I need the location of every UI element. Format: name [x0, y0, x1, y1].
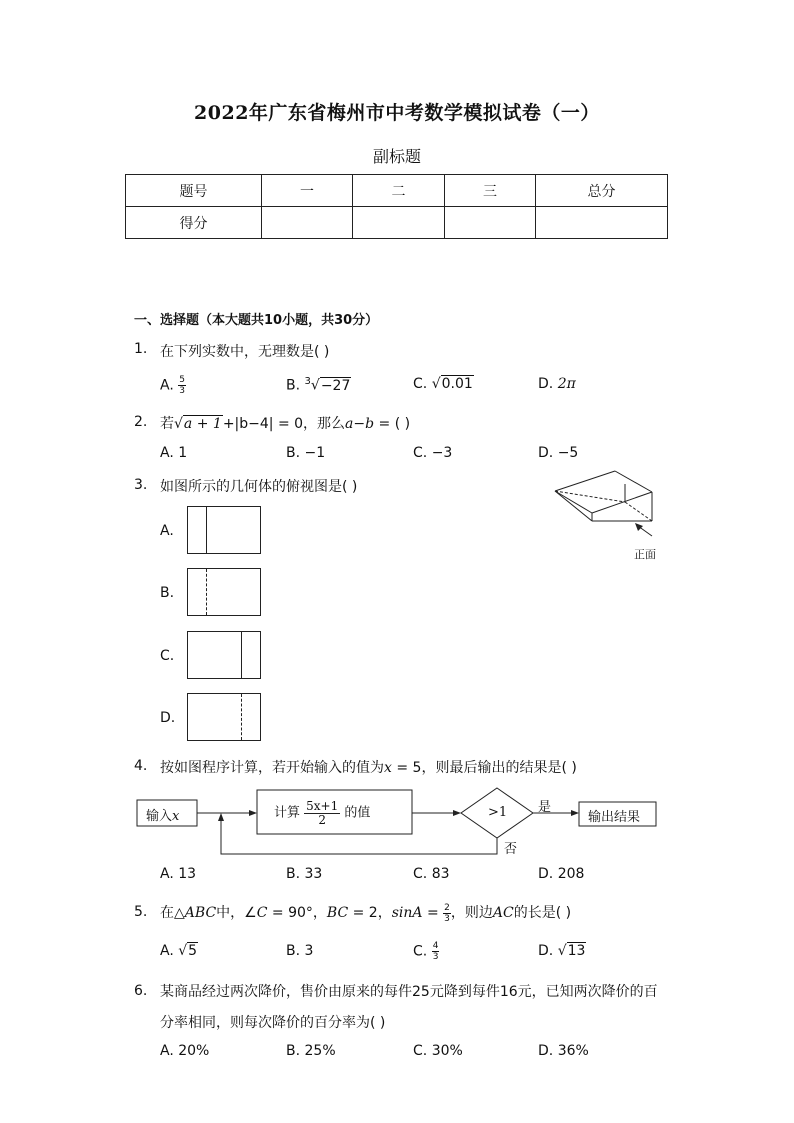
option-d[interactable] [538, 866, 584, 882]
radicand: 0.01 [441, 376, 473, 392]
fraction [443, 903, 451, 924]
option-d-label[interactable]: D. [160, 710, 176, 726]
option-label: D. [538, 1043, 554, 1059]
flow-no-label: 否 [504, 842, 518, 857]
option-value: 2π [557, 376, 576, 392]
text-fragment: 的长是( ) [513, 905, 572, 921]
question-number: 2. [134, 414, 148, 430]
question-text [160, 757, 577, 777]
numerator: 2 [444, 902, 450, 913]
option-c[interactable] [413, 866, 450, 882]
option-b[interactable] [286, 943, 313, 959]
question-text [160, 902, 571, 924]
option-label: D. [538, 866, 554, 882]
text-fragment: +|b−4| = 0，那么 [222, 416, 346, 432]
option-label: B. [286, 1043, 301, 1059]
section-heading: 一、选择题（本大题共10小题，共30分） [134, 313, 379, 328]
arrow-head-icon [635, 523, 643, 531]
front-view-label: 正面 [634, 548, 656, 561]
question-number: 1. [134, 341, 148, 357]
fraction [432, 941, 440, 962]
option-b[interactable] [286, 1043, 336, 1059]
question-number: 4. [134, 758, 148, 774]
dashed-line [206, 569, 207, 615]
table-header-cell: 一 [262, 175, 353, 207]
option-c[interactable] [413, 1043, 463, 1059]
text-fragment: = 90°， [267, 905, 327, 921]
solid-line [241, 632, 242, 678]
table-header-cell: 二 [353, 175, 445, 207]
score-cell[interactable] [262, 207, 353, 239]
question-text: 如图所示的几何体的俯视图是( ) [160, 479, 358, 495]
option-value: 20% [178, 1043, 210, 1059]
radical-sign: √ [557, 943, 567, 959]
radicand: a + 1 [183, 416, 222, 432]
question-text: 在下列实数中，无理数是( ) [160, 344, 330, 360]
flow-yes-label: 是 [538, 800, 552, 815]
math-variable: x [172, 809, 180, 824]
text-fragment: = ( ) [374, 416, 411, 432]
option-c-label[interactable]: C. [160, 648, 175, 664]
math-variable: C [256, 905, 268, 921]
numerator: 4 [432, 941, 439, 951]
option-value: 36% [557, 1043, 589, 1059]
option-a-label[interactable]: A. [160, 523, 174, 539]
prism-edge [592, 492, 652, 513]
arrow-head-icon [571, 810, 579, 816]
option-a[interactable] [160, 943, 198, 959]
table-header-cell: 三 [445, 175, 536, 207]
option-b[interactable] [286, 376, 351, 394]
option-label: B. [286, 377, 301, 394]
option-label: B. [286, 943, 301, 959]
question-number: 5. [134, 904, 148, 920]
option-d[interactable] [538, 943, 586, 959]
question-number: 3. [134, 477, 148, 493]
table-row [126, 175, 668, 207]
radical-sign: √ [178, 943, 188, 959]
text-fragment: 输入 [146, 809, 173, 824]
table-row-label: 得分 [126, 207, 262, 239]
dashed-line [241, 694, 242, 740]
denominator: 3 [444, 913, 450, 924]
option-value: 25% [304, 1043, 336, 1059]
radical-sign: √ [431, 376, 441, 392]
math-variable: x [384, 760, 392, 776]
option-c-figure[interactable] [187, 631, 261, 679]
hidden-edge [555, 491, 625, 502]
option-label: B. [286, 445, 301, 461]
option-label: D. [538, 943, 554, 959]
table-header-cell: 总分 [536, 175, 668, 207]
text-fragment: 的值 [344, 805, 371, 821]
option-d[interactable] [538, 445, 578, 461]
score-table [125, 174, 668, 239]
option-label: A. [160, 445, 174, 461]
option-b-label[interactable]: B. [160, 585, 175, 601]
option-label: A. [160, 1043, 174, 1059]
option-label: A. [160, 943, 174, 959]
option-label: C. [413, 866, 428, 882]
text-fragment: ，则边 [450, 905, 493, 921]
option-a[interactable] [160, 866, 196, 882]
prism-edge [555, 491, 592, 513]
option-a[interactable] [160, 445, 187, 461]
flow-input-label [146, 805, 179, 824]
radicand: 13 [567, 943, 586, 959]
option-label: C. [413, 943, 428, 960]
flow-condition: >1 [488, 805, 508, 820]
radical-sign: √ [310, 377, 320, 394]
option-value: −5 [557, 445, 579, 461]
exam-subtitle: 副标题 [372, 147, 421, 166]
option-a[interactable] [160, 375, 186, 396]
option-b[interactable] [286, 445, 325, 461]
denominator: 3 [179, 386, 185, 396]
option-value: −3 [431, 445, 453, 461]
solid-line [206, 507, 207, 553]
option-value: 3 [304, 943, 314, 959]
option-c[interactable] [413, 376, 474, 392]
option-a[interactable] [160, 1043, 209, 1059]
prism-edge [615, 471, 652, 492]
option-c[interactable] [413, 941, 439, 962]
flowchart [135, 786, 665, 858]
prism-edge [555, 471, 615, 491]
option-a-figure[interactable] [187, 506, 261, 554]
option-value: 83 [431, 866, 450, 882]
option-label: C. [413, 445, 428, 461]
option-b-figure[interactable] [187, 568, 261, 616]
option-label: A. [160, 377, 174, 394]
option-value: 208 [557, 866, 585, 882]
score-cell[interactable] [353, 207, 445, 239]
math-expression: BC [326, 905, 349, 921]
flow-output-label: 输出结果 [588, 810, 641, 825]
option-label: C. [413, 376, 428, 392]
math-expression: a−b [345, 416, 375, 432]
question-text-line: 某商品经过两次降价，售价由原来的每件25元降到每件16元，已知两次降价的百 [160, 984, 658, 1000]
numerator: 5x+1 [306, 799, 339, 813]
radicand: 5 [188, 943, 198, 959]
text-fragment: 若 [160, 416, 174, 432]
option-value: 13 [178, 866, 197, 882]
table-row [126, 207, 668, 239]
fraction [304, 800, 340, 827]
text-fragment: 中，∠ [216, 905, 257, 921]
option-value: 1 [178, 445, 188, 461]
option-d[interactable] [538, 1043, 589, 1059]
question-text [160, 413, 410, 433]
math-expression: ABC [184, 905, 217, 921]
denominator: 2 [318, 813, 327, 827]
question-text-line: 分率相同，则每次降价的百分率为( ) [160, 1015, 386, 1031]
score-cell[interactable] [536, 207, 668, 239]
text-fragment: 在△ [160, 905, 185, 921]
text-fragment: = 2， [348, 905, 392, 921]
numerator: 5 [179, 375, 185, 385]
arrow-head-icon [453, 810, 461, 816]
hidden-edge [625, 502, 652, 521]
option-c[interactable] [413, 445, 452, 461]
option-value: −1 [304, 445, 326, 461]
score-cell[interactable] [445, 207, 536, 239]
arrow-head-icon [249, 810, 257, 816]
math-expression: AC [492, 905, 514, 921]
flow-calc-label [274, 800, 370, 827]
option-label: C. [413, 1043, 428, 1059]
option-label: D. [538, 445, 554, 461]
option-b[interactable] [286, 866, 322, 882]
question-number: 6. [134, 983, 148, 999]
text-fragment: = [422, 905, 444, 921]
denominator: 3 [432, 952, 439, 962]
option-d-figure[interactable] [187, 693, 261, 741]
radicand: −27 [320, 377, 351, 394]
fraction [178, 375, 186, 396]
option-label: B. [286, 866, 301, 882]
radical-sign: √ [174, 416, 183, 432]
text-fragment: 按如图程序计算，若开始输入的值为 [160, 760, 384, 776]
root-index: 3 [304, 376, 311, 387]
text-fragment: 计算 [274, 805, 301, 821]
option-label: D. [538, 376, 554, 392]
option-d[interactable] [538, 376, 576, 392]
option-value: 30% [431, 1043, 463, 1059]
math-expression: sinA [391, 905, 423, 921]
option-label: A. [160, 866, 174, 882]
arrow-head-icon [218, 813, 224, 821]
text-fragment: = 5，则最后输出的结果是( ) [391, 760, 577, 776]
table-header-cell: 题号 [126, 175, 262, 207]
exam-title: 2022年广东省梅州市中考数学模拟试卷（一） [194, 102, 600, 124]
option-value: 33 [304, 866, 323, 882]
